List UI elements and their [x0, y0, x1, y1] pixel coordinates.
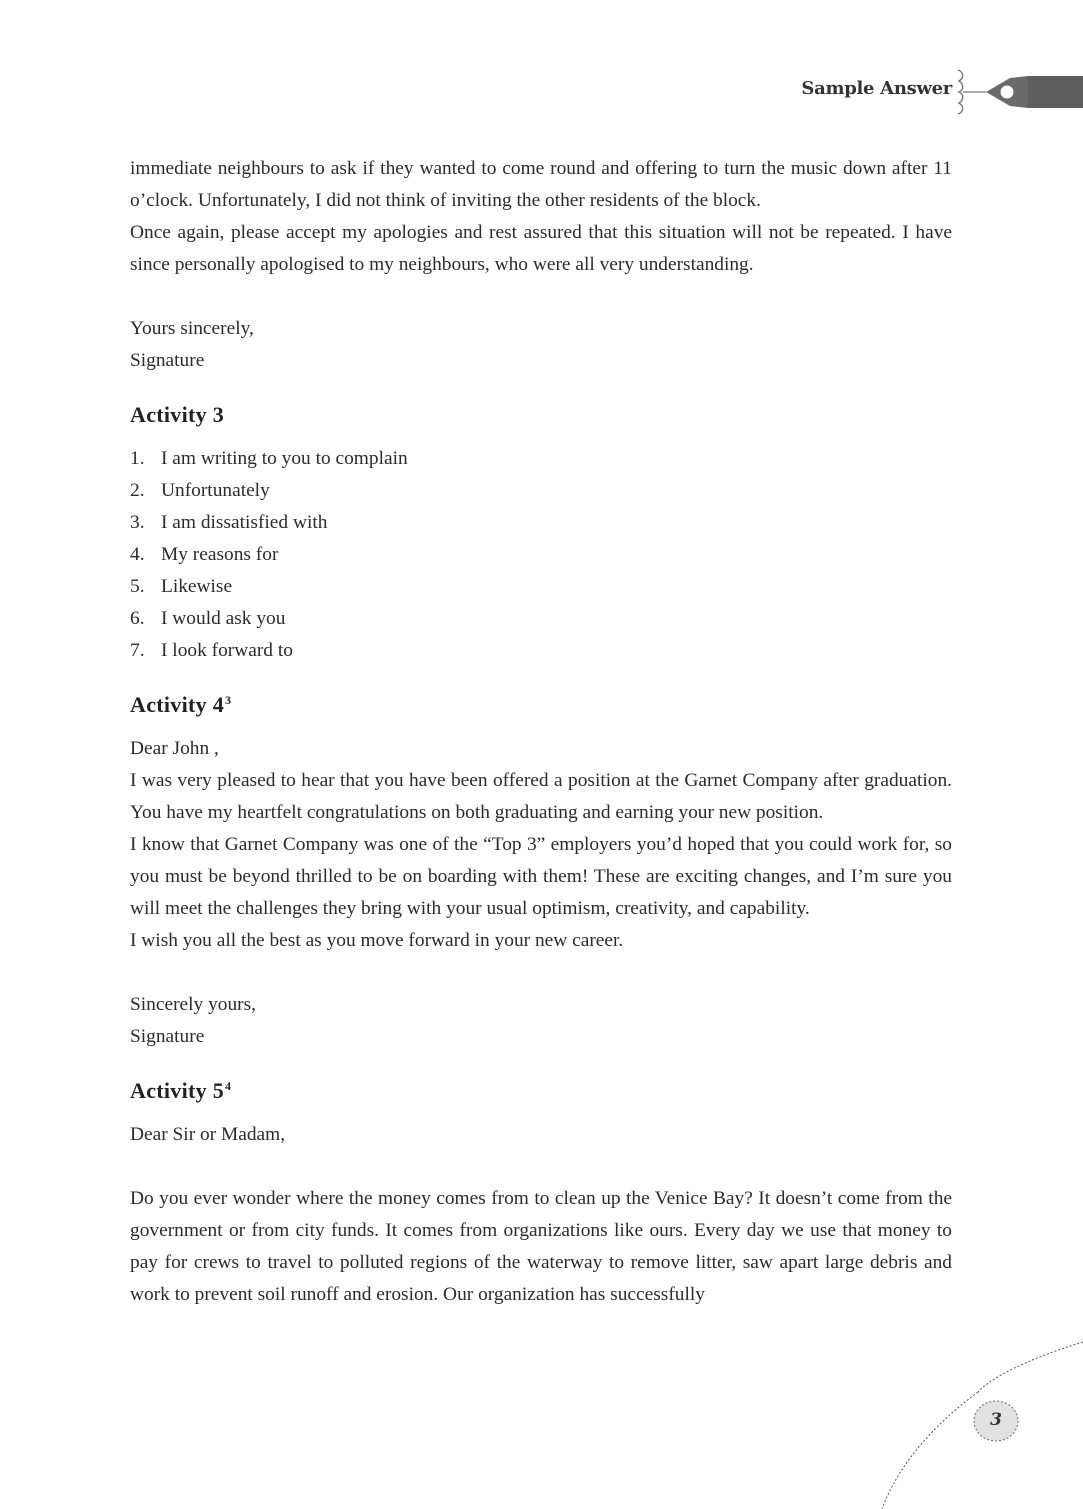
letter-closing: Sincerely yours, [130, 994, 257, 1015]
letter-signature: Signature [130, 350, 205, 371]
footnote-marker: 4 [225, 1079, 232, 1093]
list-item: 4. My reasons for [130, 544, 279, 565]
letter-paragraph: I was very pleased to hear that you have been offered a position at the Garnet Company after graduation. You have my heartfelt congratulations on both graduating and earning your new position. [130, 770, 952, 823]
list-item: 6. I would ask you [130, 608, 286, 629]
letter-paragraph: I wish you all the best as you move forward in your new career. [130, 930, 624, 951]
letter-paragraph: I know that Garnet Company was one of the “Top 3” employers you’d hoped that you could work for, so you must be beyond thrilled to be on boarding with them! These are exciting changes, and I’m sure you will meet the challenges they bring with your usual optimism, creativity, and capability. [130, 834, 952, 919]
fountain-pen-icon [950, 66, 1083, 118]
page-corner-decoration [860, 1330, 1083, 1509]
letter-signature: Signature [130, 1026, 205, 1047]
section-header-label: Sample Answer [801, 78, 952, 99]
letter-greeting: Dear Sir or Madam, [130, 1124, 286, 1145]
letter-paragraph: Do you ever wonder where the money comes from to clean up the Venice Bay? It doesn’t come from the government or from city funds. It comes from organizations like ours. Every day we use that money to pay for crews to travel to polluted regions of the waterway to remove litter, saw apart large debris and work to prevent soil runoff and erosion. Our organization has successfully [130, 1188, 952, 1305]
activity-3-heading: Activity 3 [130, 402, 225, 427]
activity-3-list [130, 443, 952, 667]
page-number: 3 [990, 1410, 1002, 1430]
letter-paragraph: Once again, please accept my apologies and rest assured that this situation will not be repeated. I have since personally apologised to my neighbours, who were all very understanding. [130, 222, 952, 275]
activity-5-heading: Activity $5^4$ [130, 1078, 232, 1103]
footnote-marker: 3 [225, 693, 232, 707]
letter-paragraph: immediate neighbours to ask if they wanted to come round and offering to turn the music down after 11 o’clock. Unfortunately, I did not think of inviting the other residents of the block. [130, 158, 952, 211]
letter-greeting: Dear John , [130, 738, 219, 759]
list-item: 1. I am writing to you to complain [130, 448, 408, 469]
list-item: 3. I am dissatisfied with [130, 512, 328, 533]
page-content [130, 153, 952, 1311]
list-item: 7. I look forward to [130, 640, 293, 661]
list-item: 2. Unfortunately [130, 480, 270, 501]
list-item: 5. Likewise [130, 576, 233, 597]
letter-closing: Yours sincerely, [130, 318, 254, 339]
activity-4-heading: Activity $4^3$ [130, 692, 232, 717]
